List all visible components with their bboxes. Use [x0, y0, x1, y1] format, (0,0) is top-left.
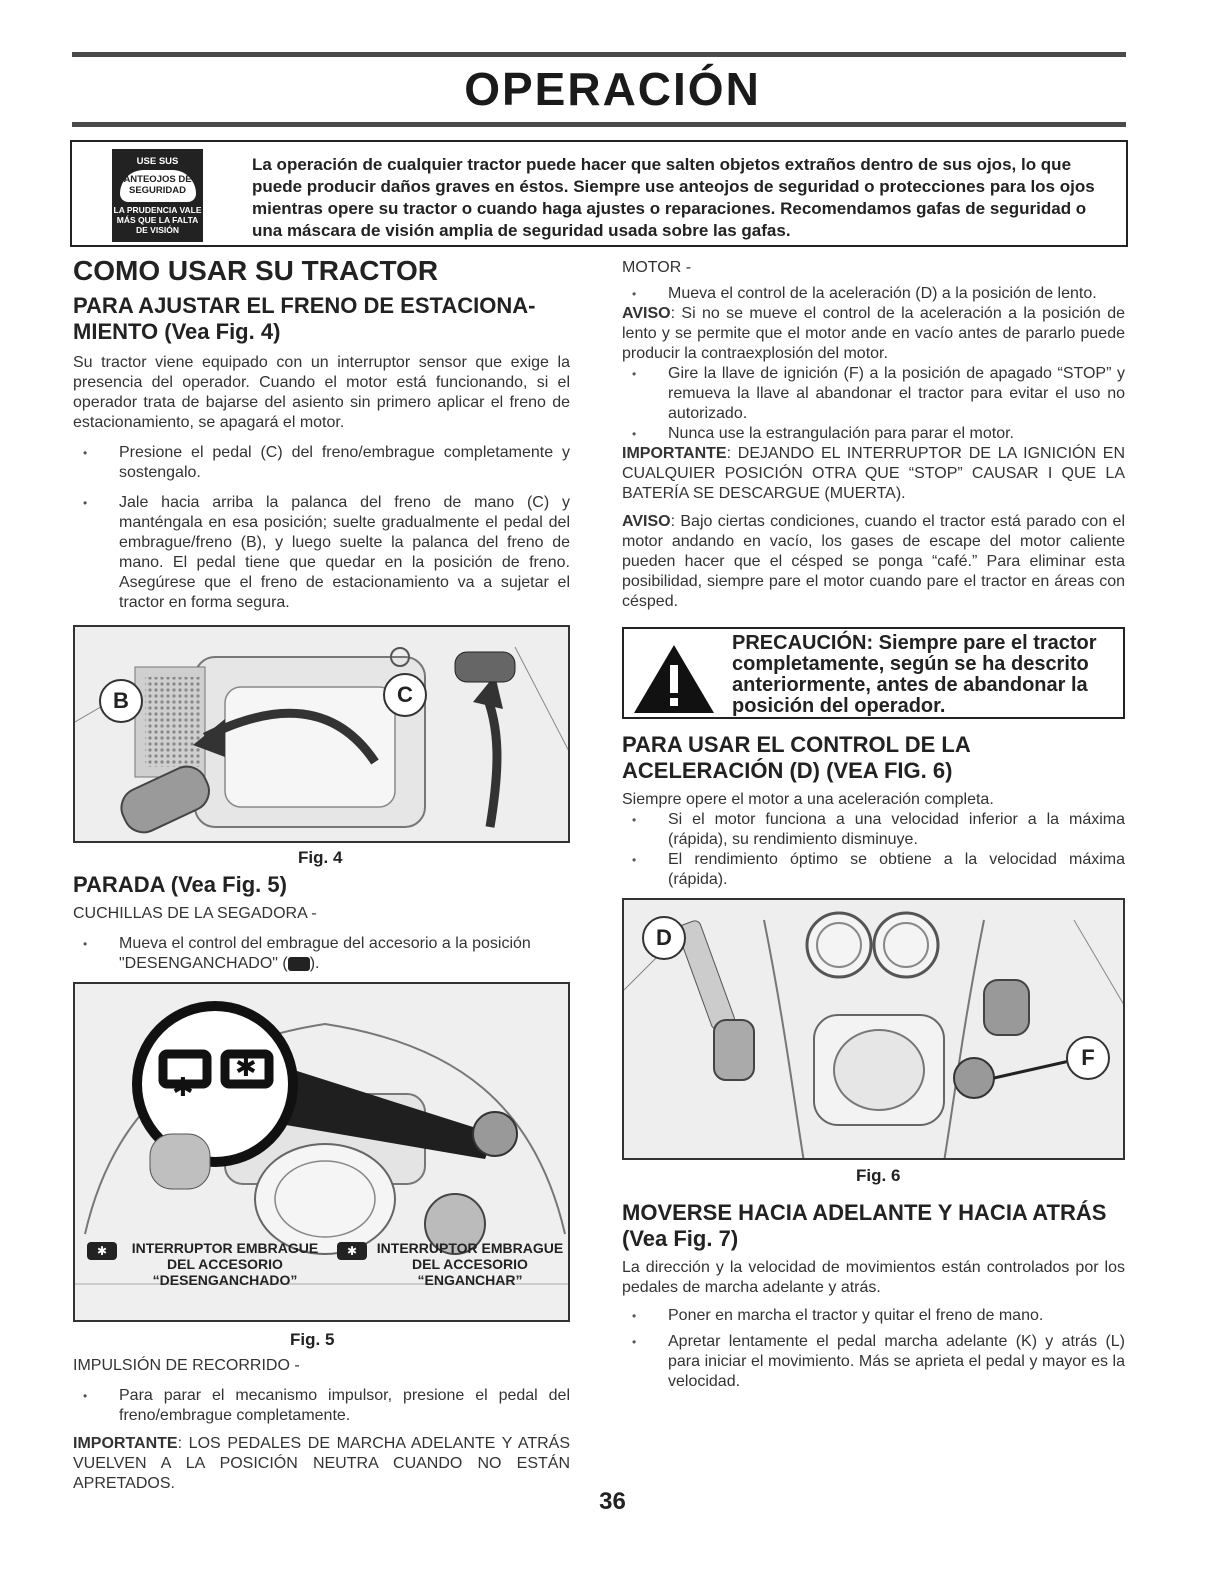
page-number: 36: [599, 1488, 626, 1515]
right-column-top: [622, 258, 1125, 612]
drive-subheading: IMPULSIÓN DE RECORRIDO -: [73, 1357, 300, 1374]
safety-warning-text: La operación de cualquier tractor puede hacer que salten objetos extraños dentro de sus ojos, lo que puede producir daños graves en éstos. Siempre use anteojos de seguridad o protecciones para los ojos mientras opere su tractor o cuando haga ajustes o reparaciones. Recomendamos gafas de seguridad o una máscara de visión amplia de seguridad usada sobre las gafas.: [252, 155, 1095, 240]
important-text: : LOS PEDALES DE MARCHA ADELANTE Y ATRÁS VUELVEN A LA POSICIÓN NEUTRA CUANDO NO ESTÁN APRETADOS.: [73, 1435, 570, 1492]
parking-brake-drawing: [75, 627, 570, 843]
parking-brake-heading: PARA AJUSTAR EL FRENO DE ESTACIONA-MIENTO (Vea Fig. 4): [73, 293, 536, 344]
figure-6-illustration: [622, 898, 1125, 1160]
motor-steps: [622, 284, 1125, 304]
warning-triangle-icon: [632, 643, 716, 715]
move-heading: MOVERSE HACIA ADELANTE Y HACIA ATRÁS (Vea Fig. 7): [622, 1200, 1107, 1251]
aviso-label: AVISO: [622, 513, 671, 530]
aviso-text: : Si no se mueve el control de la aceleración a la posición de lento y se permite que el motor ande en vacío antes de pararlo puede producir la contraexplosión del motor.: [622, 305, 1125, 362]
pto-disengaged-legend-icon: ✱: [87, 1242, 117, 1260]
throttle-intro: Siempre opere el motor a una aceleración completa.: [622, 791, 994, 808]
drive-steps: [73, 1386, 570, 1426]
move-steps: [622, 1306, 1125, 1392]
pto-engaged-legend-icon: ✱: [337, 1242, 367, 1260]
list-item: • Jale hacia arriba la palanca del freno de mano (C) y manténgala en esa posición; suelte gradualmente el pedal del embrague/freno (B), y luego suelte la palanca del freno de mano. El pedal tiene que quedar en la posición de freno. Asegúrese que el freno de estacionamiento va a sujetar el tractor en forma segura.: [73, 493, 570, 613]
pto-disengaged-icon: [288, 957, 310, 971]
figure-5-caption: Fig. 5: [290, 1330, 335, 1349]
parking-brake-steps: [73, 443, 570, 613]
fig6-label-f: F: [1066, 1036, 1110, 1080]
list-item: • Para parar el mecanismo impulsor, presione el pedal del freno/embrague completamente.: [73, 1386, 570, 1426]
page-title: OPERACIÓN: [464, 63, 761, 115]
svg-text:✱: ✱: [235, 1053, 257, 1083]
motor-steps-2: [622, 364, 1125, 444]
top-rule: [72, 52, 1126, 57]
aviso-note-1: [622, 304, 1125, 364]
important-label: IMPORTANTE: [622, 445, 727, 462]
throttle-heading: PARA USAR EL CONTROL DE LA ACELERACIÓN (D) (VEA FIG. 6): [622, 732, 970, 783]
important-label: IMPORTANTE: [73, 1435, 178, 1452]
important-text: : DEJANDO EL INTERRUPTOR DE LA IGNICIÓN EN CUALQUIER POSICIÓN OTRA QUE “STOP” CAUSAR I QUE LA BATERÍA SE DESCARGUE (MUERTA).: [622, 445, 1125, 502]
caution-box: [622, 627, 1125, 719]
blades-steps: [73, 934, 570, 974]
aviso-label: AVISO: [622, 305, 671, 322]
aviso-note-2: [622, 512, 1125, 612]
blades-step-text: Mueva el control del embrague del accesorio a la posición "DESENGANCHADO" (: [119, 935, 531, 972]
stop-heading: PARADA (Vea Fig. 5): [73, 872, 287, 897]
safety-icon-line-3: LA PRUDENCIA VALE MÁS QUE LA FALTA DE VISIÓN: [113, 205, 202, 235]
fig5-legend-engaged: INTERRUPTOR EMBRAGUE DEL ACCESORIO “ENGANCHAR”: [376, 1240, 564, 1288]
list-item: [73, 934, 570, 974]
blades-subheading: CUCHILLAS DE LA SEGADORA -: [73, 905, 317, 922]
safety-icon-line-1: USE SUS: [136, 156, 179, 167]
safety-goggles-icon: [112, 149, 203, 242]
safety-icon-line-2: ANTEOJOS DE SEGURIDAD: [120, 170, 196, 202]
throttle-steps: [622, 810, 1125, 890]
list-item: • Poner en marcha el tractor y quitar el freno de mano.: [622, 1306, 1125, 1326]
svg-text:✱: ✱: [172, 1073, 194, 1103]
list-item: • Apretar lentamente el pedal marcha adelante (K) y atrás (L) para iniciar el movimiento. Más se aprieta el pedal y mayor es la velocidad.: [622, 1332, 1125, 1392]
ignition-important-note: [622, 444, 1125, 504]
list-item: • El rendimiento óptimo se obtiene a la velocidad máxima (rápida).: [622, 850, 1125, 890]
move-section: [622, 1200, 1125, 1392]
aviso-text: : Bajo ciertas condiciones, cuando el tractor está parado con el motor andando en vacío, los gases de escape del motor caliente pueden hacer que el césped se ponga “café.” Para eliminar esta posibilidad, siempre pare el motor cuando pare el tractor en áreas con césped.: [622, 513, 1125, 610]
figure-6-caption: Fig. 6: [856, 1166, 901, 1185]
throttle-section: [622, 732, 1125, 890]
figure-5-illustration: [73, 982, 570, 1322]
throttle-ignition-drawing: [624, 900, 1125, 1160]
stop-section: [73, 872, 570, 974]
list-item: • Gire la llave de ignición (F) a la posición de apagado “STOP” y remueva la llave al abandonar el tractor para evitar el uso no autorizado.: [622, 364, 1125, 424]
motor-subheading: MOTOR -: [622, 259, 692, 276]
figure-4-illustration: [73, 625, 570, 843]
fig4-label-b: B: [99, 679, 143, 723]
fig6-label-d: D: [642, 916, 686, 960]
list-item: • Presione el pedal (C) del freno/embrague completamente y sostengalo.: [73, 443, 570, 483]
move-intro: La dirección y la velocidad de movimientos están controlados por los pedales de marcha adelante y atrás.: [622, 1259, 1125, 1296]
caution-text: PRECAUCIÓN: Siempre pare el tractor completamente, según se ha descrito anteriormente, antes de abandonar la posición del operador.: [732, 632, 1097, 717]
fig5-legend-disengaged: INTERRUPTOR EMBRAGUE DEL ACCESORIO “DESENGANCHADO”: [131, 1240, 319, 1288]
title-rule: [72, 122, 1126, 127]
list-item: • Nunca use la estrangulación para parar el motor.: [622, 424, 1125, 444]
safety-warning-box: [70, 140, 1128, 247]
list-item: • Mueva el control de la aceleración (D) a la posición de lento.: [622, 284, 1125, 304]
fig4-label-c: C: [383, 673, 427, 717]
blades-step-end: ).: [309, 955, 320, 972]
section-title: COMO USAR SU TRACTOR: [73, 255, 439, 286]
drive-important-note: [73, 1434, 570, 1494]
list-item: • Si el motor funciona a una velocidad inferior a la máxima (rápida), su rendimiento disminuye.: [622, 810, 1125, 850]
parking-brake-intro: Su tractor viene equipado con un interruptor sensor que exige la presencia del operador. Cuando el motor está funcionando, si el operador trata de bajarse del asiento sin primero aplicar el freno de estacionamiento, se apagará el motor.: [73, 354, 570, 431]
left-column: [73, 255, 570, 613]
drive-section: [73, 1356, 570, 1494]
figure-4-caption: Fig. 4: [298, 848, 343, 867]
